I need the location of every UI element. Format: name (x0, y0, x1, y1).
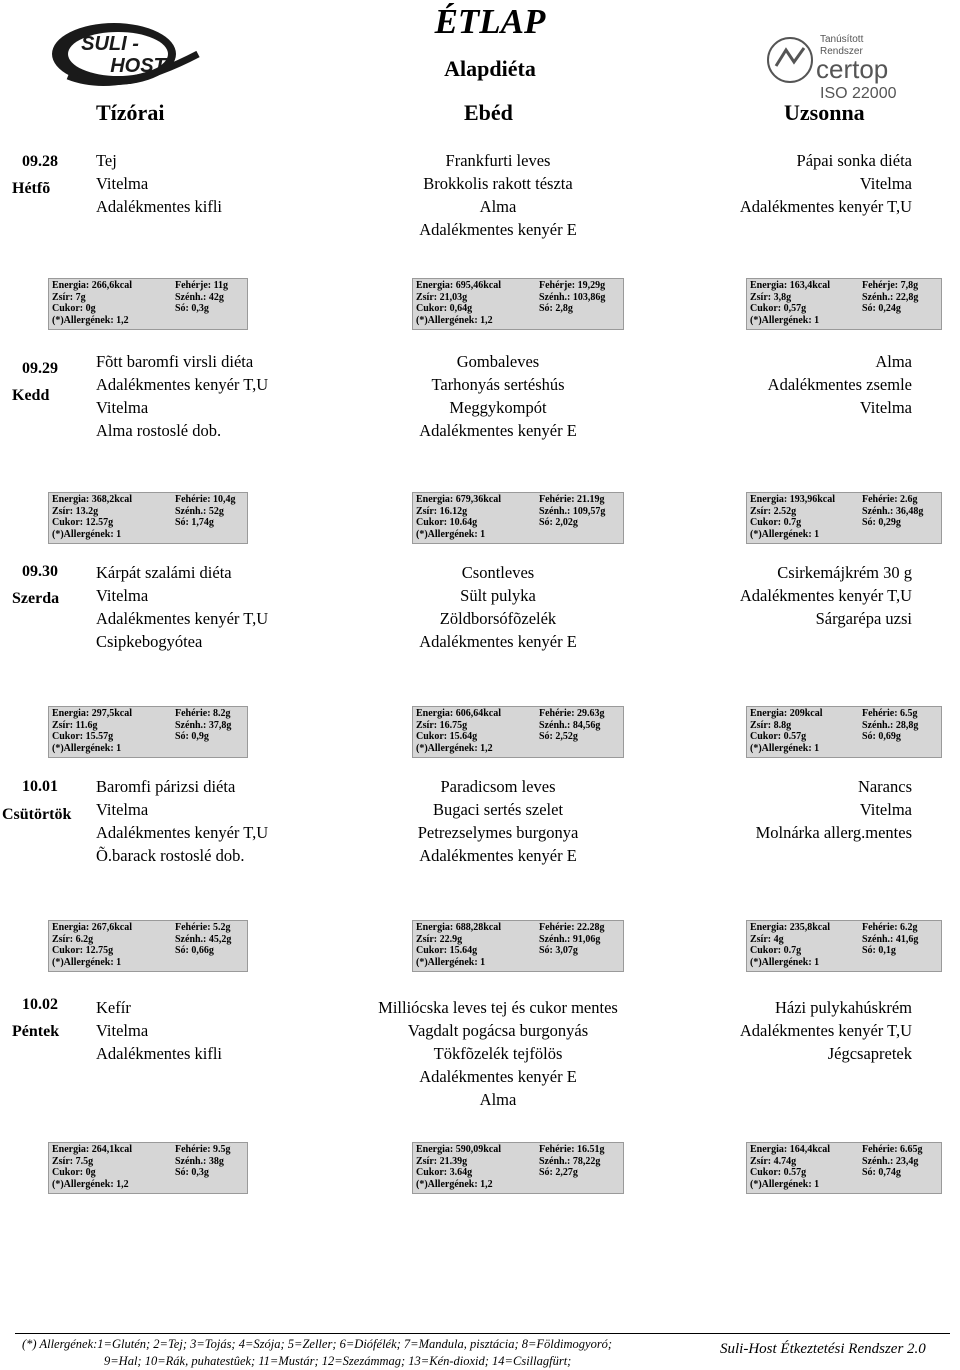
nutrition-sugar: Cukor: 0g (52, 1167, 96, 1178)
nutrition-carbs: Szénh.: 41,6g (862, 933, 919, 945)
menu-item: Adalékmentes kenyér T,U (96, 823, 269, 842)
uzsonna-menu (600, 149, 912, 218)
nutrition-box (746, 278, 942, 330)
nutrition-box (746, 920, 942, 972)
nutrition-energy: Energia: 209kcal (750, 708, 823, 719)
nutrition-protein: Fehérie: 21.19g (539, 494, 605, 505)
tizorai-menu (96, 775, 268, 867)
menu-item: Petrezselymes burgonya (417, 823, 579, 842)
nutrition-allergens: (*)Allergének: 1,2 (52, 314, 129, 326)
tizorai-menu (96, 561, 268, 653)
nutrition-sugar: Cukor: 12.75g (52, 945, 114, 956)
allergen-legend-line2: 9=Hal; 10=Rák, puhatestûek; 11=Mustár; 12=Szezámmag; 13=Kén-dioxid; 14=Csillagfürt; (104, 1354, 572, 1368)
page-subtitle: Alapdiéta (444, 56, 536, 81)
nutrition-protein: Fehérie: 22.28g (539, 922, 605, 933)
day-date: 10.01 (22, 778, 58, 795)
day-date: 09.30 (22, 563, 58, 580)
nutrition-allergens: (*)Allergének: 1 (416, 956, 486, 968)
nutrition-fat: Zsír: 7.5g (52, 1155, 94, 1167)
nutrition-fat: Zsír: 8.8g (750, 719, 792, 731)
nutrition-box (48, 706, 248, 758)
nutrition-sugar: Cukor: 12.57g (52, 517, 114, 528)
nutrition-box (412, 1142, 624, 1194)
nutrition-box (412, 278, 624, 330)
day-date: 09.28 (22, 153, 58, 170)
uzsonna-menu (600, 775, 912, 844)
nutrition-sugar: Cukor: 0.57g (750, 731, 807, 742)
nutrition-energy: Energia: 590,09kcal (416, 1144, 501, 1155)
menu-item: Fõtt baromfi virsli diéta (96, 352, 254, 371)
menu-item: Alma (479, 197, 517, 216)
menu-item: Adalékmentes kenyér T,U (96, 609, 269, 628)
nutrition-energy: Energia: 297,5kcal (52, 708, 132, 719)
menu-item: Vitelma (96, 800, 149, 819)
menu-item: Vitelma (96, 586, 149, 605)
nutrition-allergens: (*)Allergének: 1,2 (416, 314, 493, 326)
nutrition-protein: Fehérje: 7,8g (862, 280, 919, 291)
menu-item: Vitelma (859, 800, 912, 819)
menu-item: Vitelma (96, 174, 149, 193)
nutrition-energy: Energia: 267,6kcal (52, 922, 132, 933)
nutrition-energy: Energia: 235,8kcal (750, 922, 830, 933)
nutrition-salt: Só: 0,66g (175, 945, 214, 956)
nutrition-fat: Zsír: 4.74g (750, 1155, 797, 1167)
menu-item: Alma rostoslé dob. (96, 421, 222, 440)
nutrition-salt: Só: 3,07g (539, 945, 578, 956)
nutrition-energy: Energia: 266,6kcal (52, 280, 132, 291)
nutrition-box (412, 706, 624, 758)
nutrition-fat: Zsír: 3,8g (750, 291, 792, 303)
nutrition-energy: Energia: 695,46kcal (416, 280, 501, 291)
menu-item: Vitelma (859, 398, 912, 417)
nutrition-fat: Zsír: 21.39g (416, 1155, 468, 1167)
nutrition-carbs: Szénh.: 103,86g (539, 291, 606, 303)
menu-item: Bugaci sertés szelet (432, 800, 564, 819)
menu-item: Milliócska leves tej és cukor mentes (378, 998, 618, 1017)
nutrition-fat: Zsír: 21,03g (416, 291, 468, 303)
menu-item: Sült pulyka (460, 586, 536, 605)
menu-item: Alma (479, 1090, 517, 1109)
nutrition-carbs: Szénh.: 91,06g (539, 933, 601, 945)
nutrition-carbs: Szénh.: 84,56g (539, 719, 601, 731)
menu-item: Jégcsapretek (827, 1044, 912, 1063)
tizorai-menu (96, 996, 222, 1065)
menu-item: Molnárka allerg.mentes (755, 823, 912, 842)
nutrition-salt: Só: 0,9g (175, 731, 209, 742)
tizorai-menu (96, 149, 222, 218)
logo-right-brand: certop (816, 54, 889, 84)
menu-item: Gombaleves (456, 352, 540, 371)
nutrition-fat: Zsír: 16.12g (416, 505, 468, 517)
nutrition-sugar: Cukor: 0,64g (416, 303, 473, 314)
nutrition-sugar: Cukor: 3.64g (416, 1167, 473, 1178)
day-name: Kedd (12, 387, 50, 404)
nutrition-fat: Zsír: 11.6g (52, 719, 98, 731)
logo-right-line1: Tanúsított (820, 34, 864, 45)
nutrition-allergens: (*)Allergének: 1 (750, 314, 820, 326)
page-title: ÉTLAP (434, 2, 546, 41)
menu-item: Kárpát szalámi diéta (96, 563, 232, 582)
menu-item: Kefír (96, 998, 131, 1017)
nutrition-allergens: (*)Allergének: 1,2 (416, 1178, 493, 1190)
nutrition-carbs: Szénh.: 52g (175, 505, 224, 517)
nutrition-box (412, 920, 624, 972)
nutrition-fat: Zsír: 13.2g (52, 505, 99, 517)
nutrition-energy: Energia: 688,28kcal (416, 922, 501, 933)
nutrition-energy: Energia: 679,36kcal (416, 494, 501, 505)
nutrition-salt: Só: 0,3g (175, 303, 209, 314)
nutrition-salt: Só: 2,27g (539, 1167, 578, 1178)
allergen-legend (22, 1336, 612, 1370)
nutrition-sugar: Cukor: 0.7g (750, 517, 802, 528)
allergen-legend-line1: (*) Allergének:1=Glutén; 2=Tej; 3=Tojás; 4=Szója; 5=Zeller; 6=Diófélék; 7=Mandula, pisztácia; 8=Földimogyoró; (22, 1337, 613, 1351)
nutrition-carbs: Szénh.: 36,48g (862, 505, 924, 517)
menu-item: Vitelma (859, 174, 912, 193)
menu-item: Házi pulykahúskrém (774, 998, 912, 1017)
menu-item: Brokkolis rakott tészta (423, 174, 573, 193)
menu-item: Frankfurti leves (445, 151, 551, 170)
logo-text-line2: HOST (110, 55, 166, 77)
nutrition-carbs: Szénh.: 78,22g (539, 1155, 601, 1167)
menu-item: Tej (96, 151, 117, 170)
nutrition-box (48, 920, 248, 972)
nutrition-protein: Fehérie: 6.2g (862, 922, 918, 933)
menu-item: Adalékmentes kenyér E (419, 632, 577, 651)
nutrition-box (746, 706, 942, 758)
nutrition-salt: Só: 2,52g (539, 731, 578, 742)
column-header-ebed: Ebéd (464, 100, 513, 125)
nutrition-protein: Fehérje: 19,29g (539, 280, 606, 291)
nutrition-carbs: Szénh.: 109,57g (539, 505, 606, 517)
nutrition-salt: Só: 0,74g (862, 1167, 901, 1178)
nutrition-protein: Fehérie: 8.2g (175, 708, 231, 719)
menu-item: Vagdalt pogácsa burgonyás (407, 1021, 589, 1040)
nutrition-protein: Fehérie: 29.63g (539, 708, 605, 719)
menu-item: Adalékmentes kenyér E (419, 846, 577, 865)
nutrition-salt: Só: 0,3g (175, 1167, 209, 1178)
column-header-tizorai: Tízórai (96, 100, 165, 125)
nutrition-fat: Zsír: 2.52g (750, 505, 797, 517)
menu-item: Pápai sonka diéta (796, 151, 912, 170)
menu-item: Adalékmentes kenyér E (419, 1067, 577, 1086)
nutrition-energy: Energia: 163,4kcal (750, 280, 830, 291)
day-date: 09.29 (22, 360, 58, 377)
day-date: 10.02 (22, 996, 58, 1013)
menu-item: Csirkemájkrém 30 g (777, 563, 912, 582)
logo-text-line1: SULI - (81, 33, 139, 55)
nutrition-sugar: Cukor: 0g (52, 303, 96, 314)
nutrition-salt: Só: 2,02g (539, 517, 578, 528)
uzsonna-menu (600, 350, 912, 419)
nutrition-salt: Só: 2,8g (539, 303, 573, 314)
nutrition-box (412, 492, 624, 544)
nutrition-box (48, 278, 248, 330)
menu-item: Adalékmentes zsemle (767, 375, 912, 394)
nutrition-fat: Zsír: 4g (750, 933, 784, 945)
menu-item: Baromfi párizsi diéta (96, 777, 236, 796)
nutrition-allergens: (*)Allergének: 1 (52, 956, 122, 968)
nutrition-carbs: Szénh.: 28,8g (862, 719, 919, 731)
nutrition-allergens: (*)Allergének: 1 (750, 956, 820, 968)
nutrition-protein: Fehérie: 10,4g (175, 494, 236, 505)
nutrition-carbs: Szénh.: 42g (175, 291, 224, 303)
nutrition-protein: Fehérie: 6.65g (862, 1144, 923, 1155)
nutrition-allergens: (*)Allergének: 1 (416, 528, 486, 540)
menu-item: Paradicsom leves (440, 777, 556, 796)
nutrition-protein: Fehérie: 5.2g (175, 922, 231, 933)
nutrition-allergens: (*)Allergének: 1 (750, 742, 820, 754)
footer-divider (15, 1333, 950, 1334)
menu-item: Adalékmentes kenyér E (419, 220, 577, 239)
nutrition-sugar: Cukor: 15.64g (416, 945, 478, 956)
menu-item: Tarhonyás sertéshús (431, 375, 565, 394)
logo-right-line2: Rendszer (820, 46, 863, 57)
nutrition-protein: Fehérie: 6.5g (862, 708, 918, 719)
nutrition-carbs: Szénh.: 37,8g (175, 719, 232, 731)
nutrition-sugar: Cukor: 15.57g (52, 731, 114, 742)
nutrition-carbs: Szénh.: 22,8g (862, 291, 919, 303)
nutrition-energy: Energia: 164,4kcal (750, 1144, 830, 1155)
nutrition-fat: Zsír: 22.9g (416, 933, 463, 945)
nutrition-sugar: Cukor: 0,57g (750, 303, 807, 314)
menu-item: Adalékmentes kifli (96, 1044, 223, 1063)
nutrition-protein: Fehérie: 2.6g (862, 494, 918, 505)
nutrition-sugar: Cukor: 15.64g (416, 731, 478, 742)
certop-logo (762, 30, 952, 102)
day-name: Szerda (12, 590, 60, 607)
nutrition-allergens: (*)Allergének: 1 (750, 528, 820, 540)
menu-item: Narancs (857, 777, 912, 796)
menu-item: Tökfõzelék tejfölös (433, 1044, 563, 1063)
nutrition-allergens: (*)Allergének: 1,2 (52, 1178, 129, 1190)
nutrition-protein: Fehérje: 11g (175, 280, 229, 291)
nutrition-sugar: Cukor: 10.64g (416, 517, 478, 528)
nutrition-allergens: (*)Allergének: 1 (52, 742, 122, 754)
nutrition-fat: Zsír: 6.2g (52, 933, 94, 945)
logo-right-iso: ISO 22000 (820, 85, 897, 102)
nutrition-sugar: Cukor: 0.7g (750, 945, 802, 956)
column-header-uzsonna: Uzsonna (784, 100, 865, 125)
nutrition-energy: Energia: 606,64kcal (416, 708, 501, 719)
nutrition-salt: Só: 0,69g (862, 731, 901, 742)
menu-item: Adalékmentes kenyér E (419, 421, 577, 440)
menu-item: Meggykompót (449, 398, 547, 417)
nutrition-fat: Zsír: 16.75g (416, 719, 468, 731)
nutrition-box (746, 492, 942, 544)
footer-brand: Suli-Host Étkeztetési Rendszer 2.0 (720, 1341, 926, 1357)
nutrition-protein: Fehérie: 9.5g (175, 1144, 231, 1155)
nutrition-allergens: (*)Allergének: 1 (52, 528, 122, 540)
nutrition-box (746, 1142, 942, 1194)
nutrition-carbs: Szénh.: 23,4g (862, 1155, 919, 1167)
menu-item: Adalékmentes kenyér T,U (739, 1021, 912, 1040)
nutrition-fat: Zsír: 7g (52, 291, 86, 303)
nutrition-salt: Só: 1,74g (175, 517, 214, 528)
menu-item: Csipkebogyótea (96, 632, 203, 651)
uzsonna-menu (600, 996, 912, 1065)
menu-item: Zöldborsófõzelék (439, 609, 557, 628)
nutrition-allergens: (*)Allergének: 1,2 (416, 742, 493, 754)
menu-item: Õ.barack rostoslé dob. (96, 846, 245, 865)
nutrition-allergens: (*)Allergének: 1 (750, 1178, 820, 1190)
uzsonna-menu (600, 561, 912, 630)
nutrition-carbs: Szénh.: 38g (175, 1155, 224, 1167)
nutrition-salt: Só: 0,29g (862, 517, 901, 528)
nutrition-box (48, 492, 248, 544)
menu-item: Alma (875, 352, 912, 371)
menu-item: Adalékmentes kifli (96, 197, 223, 216)
nutrition-salt: Só: 0,24g (862, 303, 901, 314)
nutrition-sugar: Cukor: 0.57g (750, 1167, 807, 1178)
nutrition-carbs: Szénh.: 45,2g (175, 933, 232, 945)
menu-item: Adalékmentes kenyér T,U (739, 197, 912, 216)
menu-item: Adalékmentes kenyér T,U (739, 586, 912, 605)
menu-item: Adalékmentes kenyér T,U (96, 375, 269, 394)
menu-item: Csontleves (461, 563, 535, 582)
nutrition-box (48, 1142, 248, 1194)
nutrition-protein: Fehérie: 16.51g (539, 1144, 605, 1155)
menu-item: Vitelma (96, 1021, 149, 1040)
day-name: Péntek (12, 1023, 60, 1040)
nutrition-energy: Energia: 264,1kcal (52, 1144, 132, 1155)
tizorai-menu (96, 350, 268, 442)
nutrition-salt: Só: 0,1g (862, 945, 896, 956)
nutrition-energy: Energia: 368,2kcal (52, 494, 132, 505)
menu-item: Sárgarépa uzsi (815, 609, 912, 628)
day-name: Csütörtök (2, 806, 72, 823)
day-name: Hétfõ (12, 180, 51, 197)
nutrition-energy: Energia: 193,96kcal (750, 494, 835, 505)
menu-item: Vitelma (96, 398, 149, 417)
